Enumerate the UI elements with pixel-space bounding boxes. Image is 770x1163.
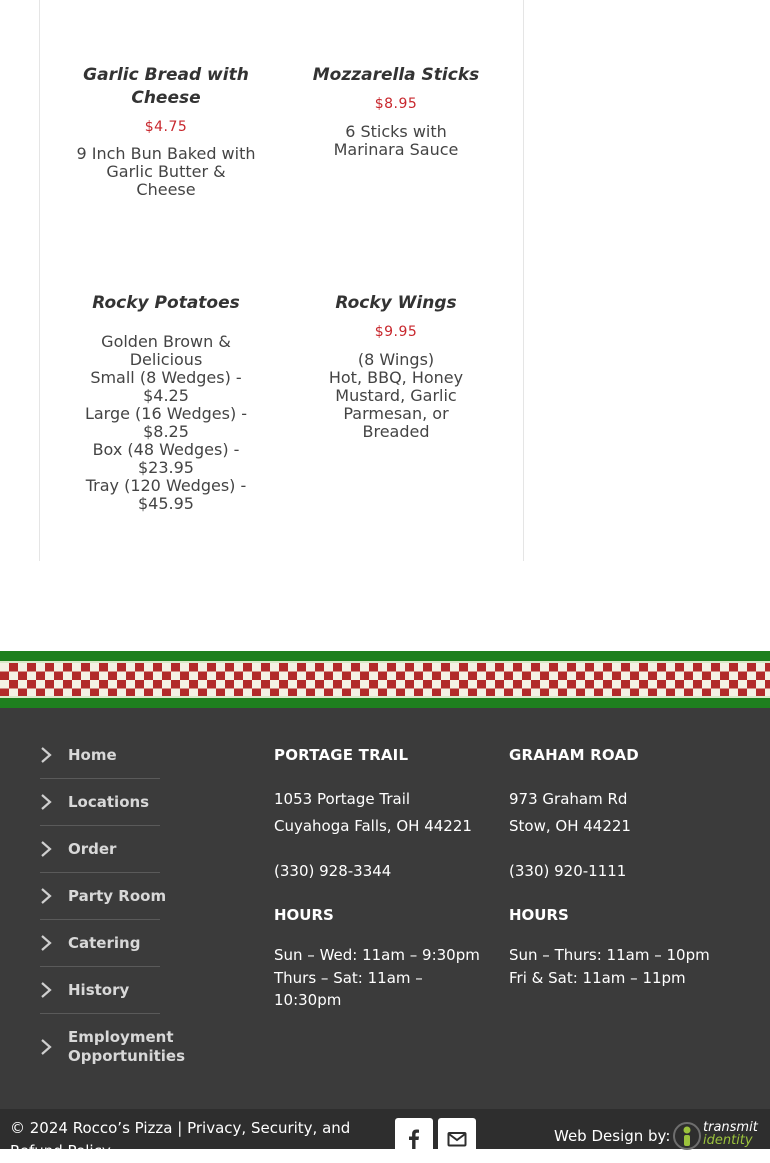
email-button[interactable] — [438, 1118, 476, 1156]
menu-item-name: Mozzarella Sticks — [312, 65, 480, 85]
menu-item-description: (8 Wings) Hot, BBQ, Honey Mustard, Garlic Parmesan, or Breaded — [328, 350, 464, 441]
footer-nav-label: Catering — [68, 933, 141, 952]
chevron-right-icon — [40, 840, 52, 858]
footer-nav-label: History — [68, 980, 130, 999]
chevron-right-icon — [40, 934, 52, 952]
chevron-right-icon — [40, 887, 52, 905]
location-phone[interactable]: (330) 920-1111 — [509, 862, 627, 880]
menu-item-rocky-wings — [306, 292, 486, 441]
location-heading: PORTAGE TRAIL — [274, 746, 409, 764]
separator: | — [177, 1119, 183, 1137]
footer-nav-item-locations[interactable] — [40, 779, 160, 826]
hours-heading: HOURS — [509, 906, 569, 924]
menu-item-rocky-potatoes — [76, 292, 256, 513]
menu-item-description: 6 Sticks with Marinara Sauce — [333, 122, 459, 159]
bottom-bar — [0, 1109, 770, 1160]
location-phone[interactable]: (330) 928-3344 — [274, 862, 392, 880]
menu-item-price: $8.95 — [374, 96, 418, 112]
chevron-right-icon — [40, 981, 52, 999]
menu-panel — [39, 0, 524, 561]
footer-nav-label: Order — [68, 839, 117, 858]
footer-nav-item-order[interactable] — [40, 826, 160, 873]
chevron-right-icon — [40, 793, 52, 811]
logo-text-top: transmit — [703, 1120, 758, 1135]
footer-nav-label: Home — [68, 745, 117, 764]
copyright — [10, 1117, 360, 1163]
footer-nav — [40, 732, 186, 1080]
hours-heading: HOURS — [274, 906, 334, 924]
footer-nav-item-catering[interactable] — [40, 920, 160, 967]
logo-mark-icon — [673, 1120, 701, 1150]
menu-item-description: Golden Brown & Delicious Small (8 Wedges) - $4.25 Large (16 Wedges) - $8.25 Box (48 Wedges) - $23.95 Tray (120 Wedges) - $45.95 — [84, 332, 248, 513]
location-portage-trail — [274, 744, 489, 1012]
footer-nav-label: Employment Opportunities — [68, 1028, 186, 1065]
envelope-icon — [447, 1129, 467, 1149]
menu-item-name: Rocky Wings — [335, 293, 457, 313]
footer-nav-item-home[interactable] — [40, 732, 160, 779]
footer-nav-item-employment[interactable] — [40, 1014, 186, 1080]
location-address: 1053 Portage Trail Cuyahoga Falls, OH 44221 — [274, 790, 472, 835]
menu-item-price: $9.95 — [374, 324, 418, 340]
menu-item-price: $4.75 — [144, 119, 188, 135]
facebook-icon — [404, 1129, 424, 1149]
checkered-tablecloth-divider — [0, 651, 770, 708]
menu-item-name: Rocky Potatoes — [92, 293, 240, 313]
menu-item-garlic-bread — [76, 64, 256, 199]
menu-item-mozzarella-sticks — [306, 64, 486, 159]
menu-item-description: 9 Inch Bun Baked with Garlic Butter & Cheese — [76, 144, 256, 199]
menu-item-name: Garlic Bread with Cheese — [83, 65, 249, 108]
footer — [0, 708, 770, 1109]
web-design-credit: Web Design by: — [554, 1127, 671, 1145]
hours-text: Sun – Wed: 11am – 9:30pm Thurs – Sat: 11am – 10:30pm — [274, 946, 480, 1009]
copyright-text: © 2024 Rocco’s Pizza — [10, 1119, 173, 1137]
transmit-identity-logo[interactable] — [673, 1120, 763, 1152]
location-address: 973 Graham Rd Stow, OH 44221 — [509, 790, 631, 835]
logo-text-bottom: identity — [703, 1133, 753, 1148]
facebook-button[interactable] — [395, 1118, 433, 1156]
footer-nav-label: Locations — [68, 792, 150, 811]
hours-text: Sun – Thurs: 11am – 10pm Fri & Sat: 11am – 11pm — [509, 946, 710, 987]
location-graham-road — [509, 744, 739, 989]
location-heading: GRAHAM ROAD — [509, 746, 639, 764]
footer-nav-label: Party Room — [68, 886, 167, 905]
chevron-right-icon — [40, 746, 52, 764]
footer-nav-item-party-room[interactable] — [40, 873, 167, 920]
chevron-right-icon — [40, 1038, 52, 1056]
privacy-policy-link[interactable]: Privacy, Security, and Refund Policy — [10, 1119, 351, 1160]
footer-nav-item-history[interactable] — [40, 967, 160, 1014]
